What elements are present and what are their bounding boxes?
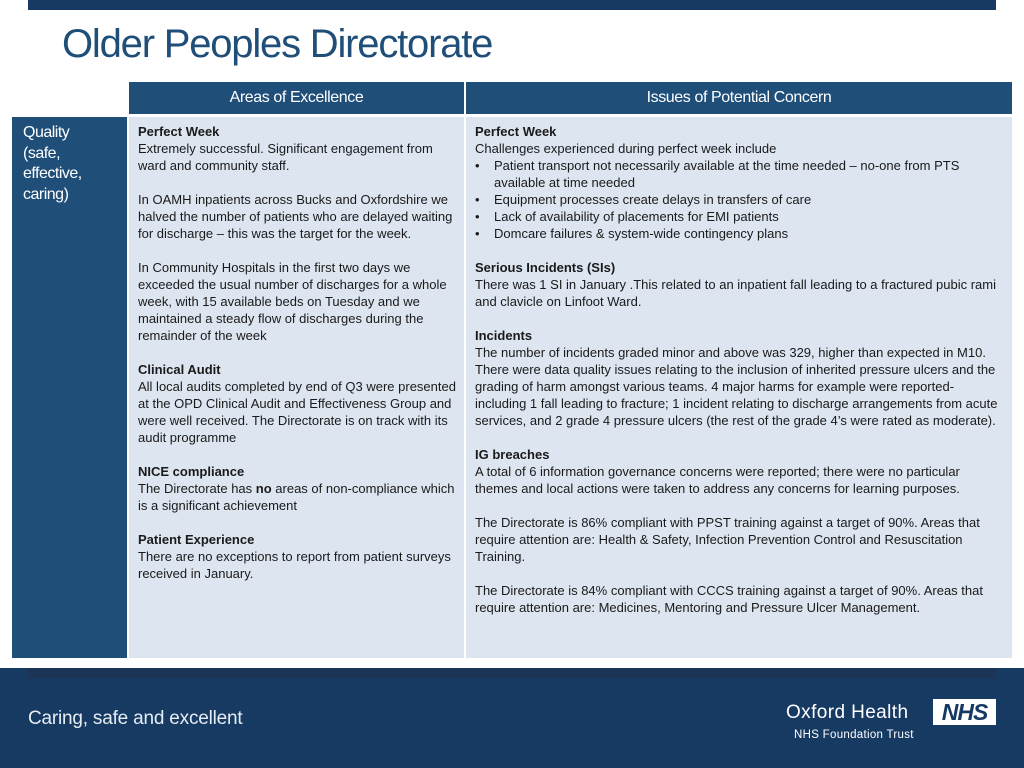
- excellence-cell: [129, 117, 464, 658]
- nice-text-before: The Directorate has: [138, 481, 256, 496]
- concern-perfect-week-list: [475, 157, 1004, 242]
- concern-incidents: [475, 327, 1004, 429]
- ig-breaches-text: A total of 6 information governance concerns were reported; there were no particular themes and local actions were taken to address any concerns for learning purposes.: [475, 464, 960, 496]
- footer-tagline: Caring, safe and excellent: [28, 708, 243, 729]
- concern-serious-incidents: [475, 259, 1004, 310]
- concern-cccs-text: The Directorate is 84% compliant with CCCS training against a target of 90%. Areas that require attention are: Medicines, Mentoring and Pressure Ulcer Management.: [475, 583, 983, 615]
- list-item: • Domcare failures & system-wide contingency plans: [494, 225, 1004, 242]
- excellence-perfect-week: [138, 123, 456, 174]
- org-logo-name: Oxford Health: [786, 702, 909, 723]
- patient-experience-heading: Patient Experience: [138, 532, 255, 547]
- footer-top-shadow: [28, 668, 996, 678]
- top-accent-bar: [28, 0, 996, 10]
- patient-experience-text: There are no exceptions to report from patient surveys received in January.: [138, 549, 451, 581]
- excellence-clinical-audit: [138, 361, 456, 446]
- org-logo-subtitle: NHS Foundation Trust: [794, 729, 914, 741]
- row-label-text: Quality (safe, effective, caring): [23, 124, 82, 203]
- excellence-community-text: In Community Hospitals in the first two days we exceeded the usual number of discharges for a whole week, with 15 available beds on Tuesday and we maintained a steady flow of discharges during the remainder of the week: [138, 260, 447, 343]
- list-item: • Patient transport not necessarily available at the time needed – no-one from PTS available at time needed: [494, 157, 1004, 191]
- serious-incidents-text: There was 1 SI in January .This related to an inpatient fall leading to a fractured pubic rami and clavicle on Linfoot Ward.: [475, 277, 997, 309]
- row-label-quality: [12, 117, 127, 658]
- incidents-heading: Incidents: [475, 328, 533, 343]
- concern-ppst-text: The Directorate is 86% compliant with PPST training against a target of 90%. Areas that require attention are: Health & Safety, Infection Prevention Control and Resuscitation Training.: [475, 515, 980, 564]
- excellence-nice-compliance: [138, 463, 456, 514]
- concern-perfect-week: [475, 123, 1004, 242]
- nice-text-bold: no: [255, 481, 272, 496]
- concern-perfect-week-intro: Challenges experienced during perfect week include: [475, 141, 777, 156]
- excellence-perfect-week-text: Extremely successful. Significant engagement from ward and community staff.: [138, 141, 433, 173]
- concern-ig-breaches: [475, 446, 1004, 497]
- serious-incidents-heading: Serious Incidents (SIs): [475, 260, 616, 275]
- concern-cell: [466, 117, 1012, 658]
- excellence-patient-experience: [138, 531, 456, 582]
- header-issues-of-concern: Issues of Potential Concern: [466, 82, 1012, 114]
- quality-table: [12, 82, 1012, 658]
- nhs-logo-badge: NHS: [933, 699, 996, 725]
- concern-perfect-week-heading: Perfect Week: [475, 124, 557, 139]
- nice-compliance-heading: NICE compliance: [138, 464, 245, 479]
- header-blank-cell: [12, 82, 127, 114]
- incidents-text: The number of incidents graded minor and above was 329, higher than expected in M10. There were data quality issues relating to the inclusion of inherited pressure ulcers and the grading of harm amongst various teams. 4 major harms for example were reported- including 1 fall leading to fracture; 1 incident relating to discharge arrangements from acute services, and 2 grade 4 pressure ulcers (the rest of the grade 4’s were rated as moderate).: [475, 345, 998, 428]
- header-areas-of-excellence: Areas of Excellence: [129, 82, 464, 114]
- excellence-oamh-text: In OAMH inpatients across Bucks and Oxfordshire we halved the number of patients who are delayed waiting for discharge – this was the target for the week.: [138, 192, 453, 241]
- ig-breaches-heading: IG breaches: [475, 447, 550, 462]
- clinical-audit-heading: Clinical Audit: [138, 362, 221, 377]
- page-title: Older Peoples Directorate: [62, 22, 493, 66]
- list-item: • Lack of availability of placements for EMI patients: [494, 208, 1004, 225]
- clinical-audit-text: All local audits completed by end of Q3 were presented at the OPD Clinical Audit and Effectiveness Group and were well received. The Directorate is on track with its audit programme: [138, 379, 456, 445]
- nice-text-after: areas of non-compliance which is a significant achievement: [138, 481, 455, 513]
- excellence-perfect-week-heading: Perfect Week: [138, 124, 220, 139]
- list-item: • Equipment processes create delays in transfers of care: [494, 191, 1004, 208]
